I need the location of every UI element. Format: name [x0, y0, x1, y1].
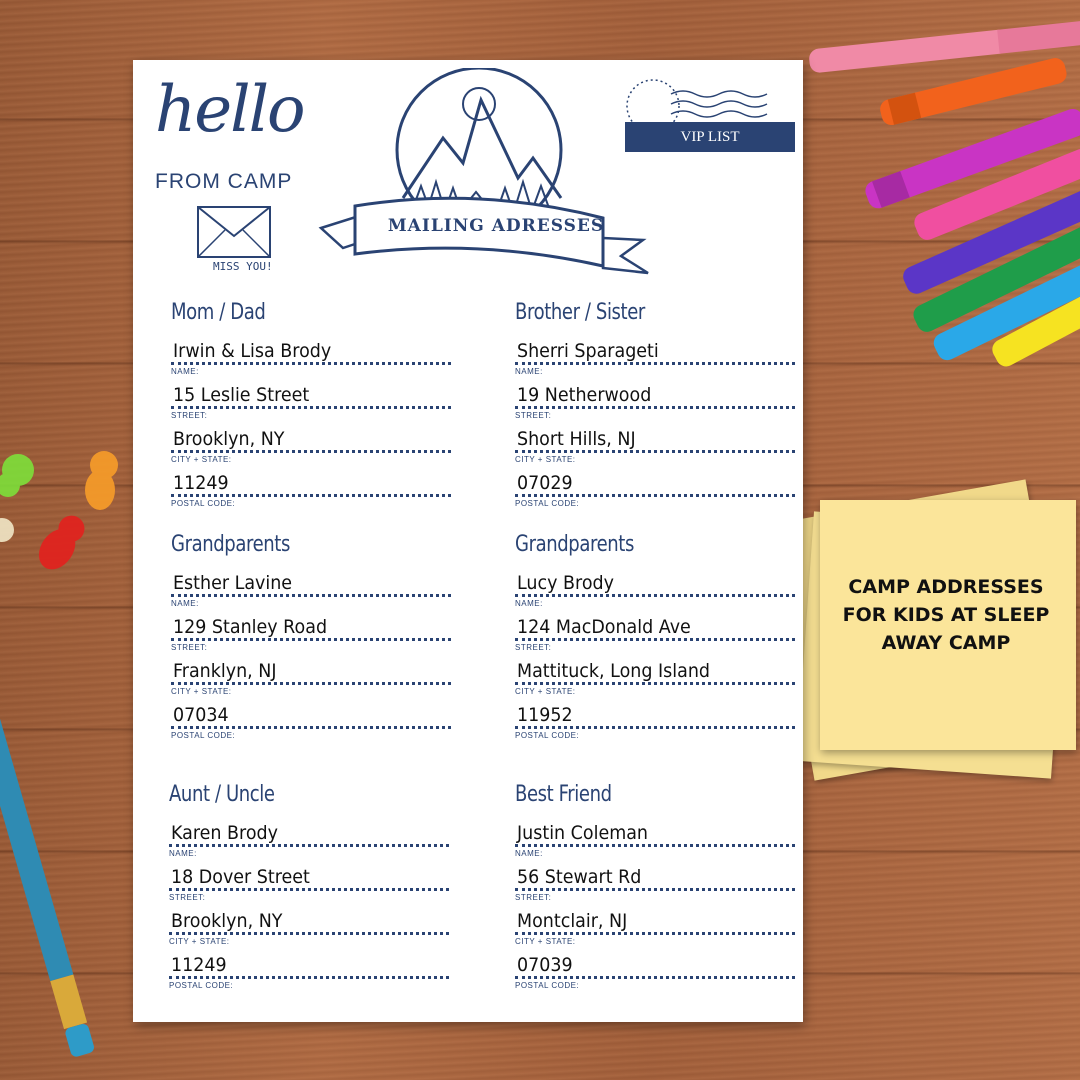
street-field: [515, 607, 795, 651]
city-state-field: [515, 901, 795, 945]
city-state-field: [515, 651, 795, 695]
street-field: [169, 857, 449, 901]
name-label: NAME:: [515, 367, 543, 376]
from-camp-text: FROM CAMP: [155, 170, 293, 193]
postal-value: 11249: [173, 472, 229, 494]
name-value: Lucy Brody: [517, 572, 614, 594]
city-state-value: Brooklyn, NY: [173, 428, 285, 450]
section-brother-sister: [515, 300, 795, 507]
street-label: STREET:: [171, 643, 208, 652]
section-mom-dad: [171, 300, 451, 507]
section-best-friend: [515, 782, 795, 989]
markers-icon: [800, 0, 1080, 390]
section-title: Grandparents: [171, 532, 290, 557]
postal-label: POSTAL CODE:: [171, 499, 236, 508]
postal-label: POSTAL CODE:: [171, 731, 236, 740]
street-field: [515, 857, 795, 901]
section-title: Grandparents: [515, 532, 634, 557]
vip-list-ribbon: VIP LIST: [625, 122, 795, 152]
postal-value: 07039: [517, 954, 573, 976]
street-field: [171, 375, 451, 419]
postal-field: [171, 695, 451, 739]
banner-title: MAILING ADRESSES: [387, 216, 605, 236]
postal-value: 07029: [517, 472, 573, 494]
section-title: Brother / Sister: [515, 300, 645, 325]
street-value: 129 Stanley Road: [173, 616, 328, 638]
address-sheet: [133, 60, 803, 1022]
postal-value: 11952: [517, 704, 573, 726]
postal-field: [515, 695, 795, 739]
section-grandparents-1: [171, 532, 451, 739]
section-aunt-uncle: [169, 782, 449, 989]
section-grandparents-2: [515, 532, 795, 739]
hello-script: hello: [155, 73, 304, 147]
city-state-field: [171, 419, 451, 463]
envelope-icon: [197, 206, 271, 258]
street-field: [515, 375, 795, 419]
city-state-label: CITY + STATE:: [515, 687, 576, 696]
city-state-field: [171, 651, 451, 695]
name-field: [169, 813, 449, 857]
street-value: 56 Stewart Rd: [517, 866, 642, 888]
section-title: Mom / Dad: [171, 300, 266, 325]
city-state-value: Franklyn, NJ: [173, 660, 277, 682]
name-field: [171, 331, 451, 375]
name-value: Irwin & Lisa Brody: [173, 340, 332, 362]
city-state-label: CITY + STATE:: [515, 455, 576, 464]
city-state-value: Short Hills, NJ: [517, 428, 636, 450]
name-label: NAME:: [515, 849, 543, 858]
city-state-label: CITY + STATE:: [171, 455, 232, 464]
name-value: Justin Coleman: [517, 822, 649, 844]
name-field: [171, 563, 451, 607]
miss-you-text: MISS YOU!: [213, 260, 273, 273]
city-state-value: Montclair, NJ: [517, 910, 628, 932]
name-field: [515, 813, 795, 857]
street-value: 15 Leslie Street: [173, 384, 310, 406]
street-field: [171, 607, 451, 651]
sticky-note-text: CAMP ADDRESSES FOR KIDS AT SLEEP AWAY CAMP: [842, 576, 1050, 654]
city-state-value: Brooklyn, NY: [171, 910, 283, 932]
city-state-field: [515, 419, 795, 463]
city-state-field: [169, 901, 449, 945]
name-label: NAME:: [171, 367, 199, 376]
postal-label: POSTAL CODE:: [515, 731, 580, 740]
name-field: [515, 563, 795, 607]
name-value: Sherri Sparageti: [517, 340, 659, 362]
city-state-label: CITY + STATE:: [515, 937, 576, 946]
postal-field: [515, 463, 795, 507]
postal-label: POSTAL CODE:: [169, 981, 234, 990]
street-label: STREET:: [515, 643, 552, 652]
street-label: STREET:: [171, 411, 208, 420]
name-value: Esther Lavine: [173, 572, 293, 594]
postal-label: POSTAL CODE:: [515, 981, 580, 990]
name-label: NAME:: [515, 599, 543, 608]
postal-value: 07034: [173, 704, 229, 726]
name-value: Karen Brody: [171, 822, 278, 844]
street-label: STREET:: [169, 893, 206, 902]
postal-field: [171, 463, 451, 507]
street-value: 18 Dover Street: [171, 866, 310, 888]
street-value: 124 MacDonald Ave: [517, 616, 691, 638]
street-value: 19 Netherwood: [517, 384, 652, 406]
postal-field: [169, 945, 449, 989]
section-title: Aunt / Uncle: [169, 782, 275, 807]
gummy-bears-icon: [0, 440, 140, 590]
name-label: NAME:: [169, 849, 197, 858]
city-state-label: CITY + STATE:: [169, 937, 230, 946]
street-label: STREET:: [515, 411, 552, 420]
pencil-icon: [0, 680, 130, 1080]
street-label: STREET:: [515, 893, 552, 902]
name-field: [515, 331, 795, 375]
city-state-label: CITY + STATE:: [171, 687, 232, 696]
city-state-value: Mattituck, Long Island: [517, 660, 710, 682]
postal-field: [515, 945, 795, 989]
postal-label: POSTAL CODE:: [515, 499, 580, 508]
postal-value: 11249: [171, 954, 227, 976]
section-title: Best Friend: [515, 782, 612, 807]
name-label: NAME:: [171, 599, 199, 608]
